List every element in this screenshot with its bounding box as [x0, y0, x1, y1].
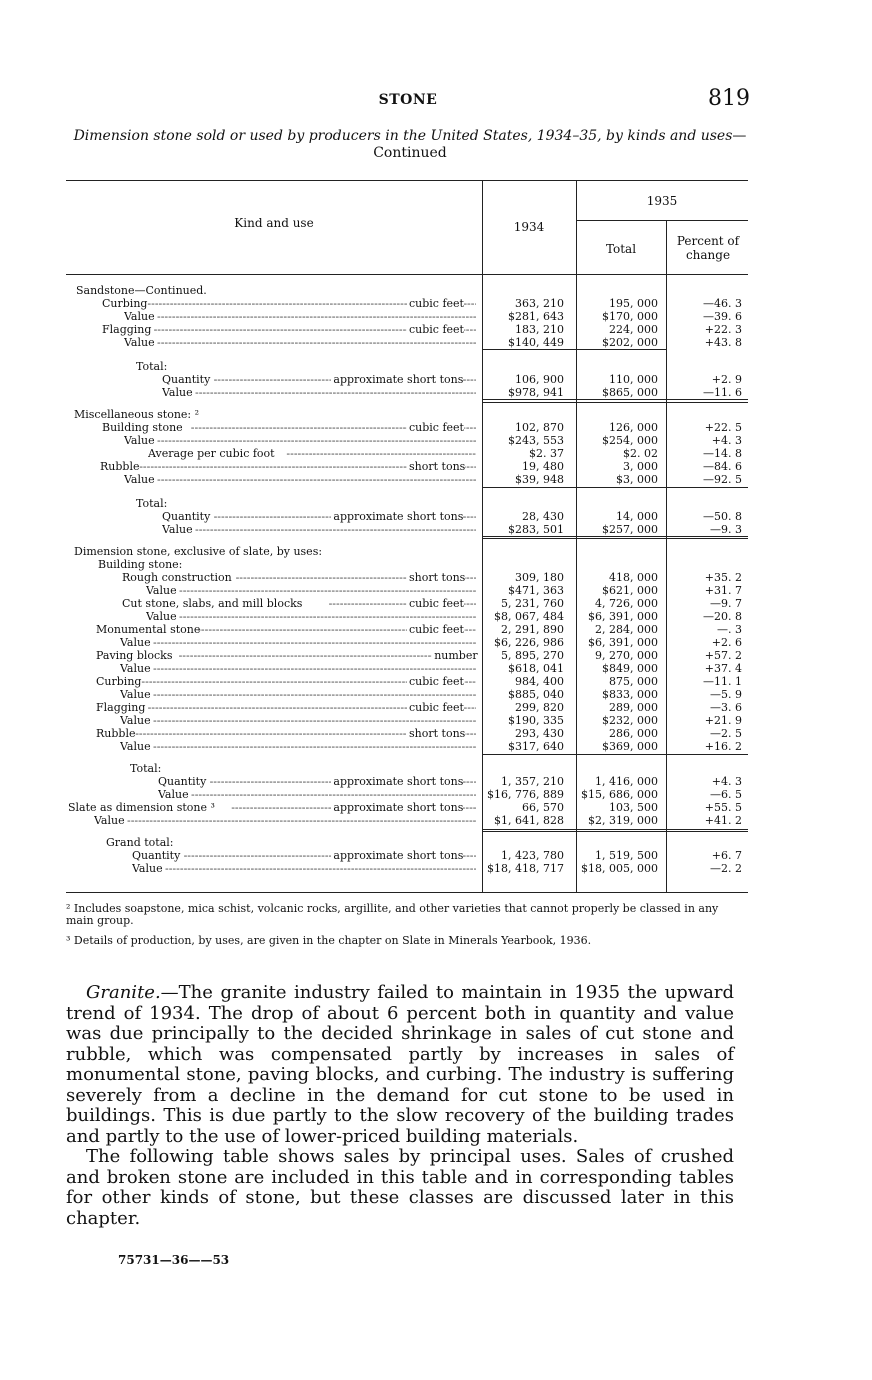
value-1934: 1, 357, 210 [501, 775, 564, 788]
table-row [66, 336, 748, 349]
subtotal-rule [482, 402, 748, 403]
table-top-rule [66, 180, 748, 181]
percent-change: —5. 9 [710, 688, 742, 701]
value-1935-total: 103, 500 [609, 801, 658, 814]
row-label: Value [94, 814, 125, 827]
table-row [66, 545, 748, 558]
value-1934: $618, 041 [508, 662, 564, 675]
value-1935-total: $2, 319, 000 [588, 814, 658, 827]
value-1934: $317, 640 [508, 740, 564, 753]
value-1934: $6, 226, 986 [494, 636, 564, 649]
percent-change: —9. 7 [710, 597, 742, 610]
row-label: Rubble [96, 727, 136, 740]
value-1935-total: 4, 726, 000 [595, 597, 658, 610]
table-row [66, 434, 748, 447]
table-row [66, 473, 748, 486]
table-row [66, 788, 748, 801]
table-row [66, 523, 748, 536]
subtotal-rule [482, 831, 748, 832]
value-1935-total: $2. 02 [623, 447, 658, 460]
value-1934: $1, 641, 828 [494, 814, 564, 827]
value-1934: 299, 820 [515, 701, 564, 714]
row-label: Flagging [102, 323, 152, 336]
value-1935-total: $202, 000 [602, 336, 658, 349]
value-1935-total: $170, 000 [602, 310, 658, 323]
subtotal-rule [482, 754, 748, 755]
percent-change: +43. 8 [704, 336, 742, 349]
page-header [66, 88, 750, 112]
value-1934: 102, 870 [515, 421, 564, 434]
percent-change: +57. 2 [704, 649, 742, 662]
year-span-rule [576, 220, 748, 221]
running-title: STONE [378, 92, 438, 108]
row-label: Value [120, 662, 151, 675]
table-row [66, 649, 748, 662]
table-row [66, 862, 748, 875]
row-unit: short tons [409, 571, 466, 584]
row-unit: approximate short tons [333, 801, 464, 814]
row-unit: short tons [409, 727, 466, 740]
row-label: Total: [130, 762, 162, 775]
percent-change: —11. 6 [703, 386, 742, 399]
row-unit: approximate short tons [333, 510, 464, 523]
value-1934: 1, 423, 780 [501, 849, 564, 862]
row-label: Flagging [96, 701, 146, 714]
subtotal-rule [482, 487, 748, 488]
value-1935-total: $621, 000 [602, 584, 658, 597]
row-label: Quantity [158, 775, 207, 788]
value-1935-total: 9, 270, 000 [595, 649, 658, 662]
row-label: Quantity [162, 510, 211, 523]
percent-change: —46. 3 [703, 297, 742, 310]
value-1934: $283, 501 [508, 523, 564, 536]
value-1935-total: $15, 686, 000 [581, 788, 658, 801]
row-label: Total: [136, 360, 168, 373]
printer-code: 75731—36——53 [118, 1253, 230, 1267]
percent-change: +31. 7 [704, 584, 742, 597]
value-1934: 5, 231, 760 [501, 597, 564, 610]
value-1935-total: $865, 000 [602, 386, 658, 399]
row-label: Building stone [102, 421, 183, 434]
percent-change: +16. 2 [704, 740, 742, 753]
row-label: Value [124, 336, 155, 349]
table-row [66, 675, 748, 688]
percent-change: +22. 5 [704, 421, 742, 434]
value-1935-total: 1, 416, 000 [595, 775, 658, 788]
subtotal-rule [482, 536, 748, 537]
row-label: Value [124, 473, 155, 486]
col-header-kind: Kind and use [234, 216, 314, 230]
value-1934: $18, 418, 717 [487, 862, 564, 875]
table-row [66, 408, 748, 421]
value-1934: 2, 291, 890 [501, 623, 564, 636]
table-row [66, 558, 748, 571]
value-1935-total: 195, 000 [609, 297, 658, 310]
value-1934: $140, 449 [508, 336, 564, 349]
value-1935-total: $232, 000 [602, 714, 658, 727]
table-row [66, 310, 748, 323]
percent-change: —9. 3 [710, 523, 742, 536]
row-unit: cubic feet [409, 297, 464, 310]
table-row [66, 373, 748, 386]
value-1935-total: 2, 284, 000 [595, 623, 658, 636]
row-label: Slate as dimension stone ³ [68, 801, 215, 814]
row-label: Value [146, 584, 177, 597]
row-unit: cubic feet [409, 323, 464, 336]
percent-change: +37. 4 [704, 662, 742, 675]
percent-change: —3. 6 [710, 701, 742, 714]
row-label: Miscellaneous stone: ² [74, 408, 200, 421]
table-bottom-rule [66, 892, 748, 893]
granite-text: —The granite industry failed to maintain in 1935 the upward trend of 1934. The drop of about 6 percent both in quantity and value was due principally to the decided shrinkage in sales of cut stone and rubble, which was compensated partly by increases in sales of monumental stone, paving blocks, and curbing. The industry is suffering severely from a decline in the demand for cut stone to be used in buildings. This is due partly to the slow recovery of the building trades and partly to the use of lower-priced building materials. [66, 982, 734, 1147]
row-label: Value [132, 862, 163, 875]
caption-text: Dimension stone sold or used by producers in the United States, 1934–35, by kinds and uses [73, 128, 733, 144]
table-row [66, 623, 748, 636]
value-1935-total: 289, 000 [609, 701, 658, 714]
row-label: Quantity [132, 849, 181, 862]
sales-paragraph: The following table shows sales by principal uses. Sales of crushed and broken stone are included in this table and in corresponding tables for other kinds of stone, but these classes are discussed later in this chapter. [66, 1146, 734, 1229]
table-row [66, 497, 748, 510]
value-1934: $471, 363 [508, 584, 564, 597]
percent-change: —11. 1 [703, 675, 742, 688]
value-1934: 183, 210 [515, 323, 564, 336]
value-1934: 66, 570 [522, 801, 564, 814]
value-1935-total: $257, 000 [602, 523, 658, 536]
table-row [66, 688, 748, 701]
subtotal-rule [482, 538, 748, 539]
value-1935-total: $18, 005, 000 [581, 862, 658, 875]
footnote-3: ³ Details of production, by uses, are given in the chapter on Slate in Minerals Yearbook, 1936. [66, 934, 592, 947]
value-1934: $16, 776, 889 [487, 788, 564, 801]
value-1934: 293, 430 [515, 727, 564, 740]
value-1935-total: 1, 519, 500 [595, 849, 658, 862]
value-1935-total: 14, 000 [616, 510, 658, 523]
row-label: Sandstone—Continued. [76, 284, 207, 297]
table-row [66, 714, 748, 727]
table-row [66, 836, 748, 849]
row-label: Monumental stone [96, 623, 201, 636]
row-label: Total: [136, 497, 168, 510]
percent-change: —2. 2 [710, 862, 742, 875]
value-1935-total: $369, 000 [602, 740, 658, 753]
percent-change: +41. 2 [704, 814, 742, 827]
table-row [66, 510, 748, 523]
table-row [66, 610, 748, 623]
table-row [66, 571, 748, 584]
percent-change: —6. 5 [710, 788, 742, 801]
row-unit: cubic feet [409, 421, 464, 434]
row-unit: cubic feet [409, 675, 464, 688]
table-row [66, 801, 748, 814]
table-caption [70, 128, 750, 162]
value-1934: 984, 400 [515, 675, 564, 688]
col-header-1934: 1934 [513, 220, 545, 234]
row-label: Building stone: [98, 558, 183, 571]
table-row [66, 662, 748, 675]
value-1935-total: $3, 000 [616, 473, 658, 486]
table-row [66, 386, 748, 399]
value-1934: 363, 210 [515, 297, 564, 310]
subtotal-rule [482, 349, 576, 350]
value-1934: 5, 895, 270 [501, 649, 564, 662]
row-label: Rubble [100, 460, 140, 473]
value-1934: $39, 948 [515, 473, 564, 486]
percent-change: +6. 7 [711, 849, 742, 862]
row-unit: number [434, 649, 478, 662]
row-label: Value [162, 523, 193, 536]
percent-change: —39. 6 [703, 310, 742, 323]
value-1934: 28, 430 [522, 510, 564, 523]
percent-change: —84. 6 [703, 460, 742, 473]
percent-change: —92. 5 [703, 473, 742, 486]
value-1935-total: 418, 000 [609, 571, 658, 584]
subtotal-rule [482, 829, 748, 830]
value-1935-total: 224, 000 [609, 323, 658, 336]
col-header-percent: Percent of change [676, 234, 740, 262]
value-1934: $978, 941 [508, 386, 564, 399]
row-label: Value [120, 714, 151, 727]
percent-change: +35. 2 [704, 571, 742, 584]
row-unit: approximate short tons [333, 775, 464, 788]
percent-change: +22. 3 [704, 323, 742, 336]
granite-lead: Granite. [86, 982, 161, 1003]
percent-change: —14. 8 [703, 447, 742, 460]
table-row [66, 775, 748, 788]
row-label: Dimension stone, exclusive of slate, by uses: [74, 545, 323, 558]
row-label: Value [120, 740, 151, 753]
table-row [66, 447, 748, 460]
percent-change: +2. 6 [711, 636, 742, 649]
table-row [66, 323, 748, 336]
percent-change: +4. 3 [711, 434, 742, 447]
row-label: Grand total: [106, 836, 174, 849]
value-1935-total: 110, 000 [609, 373, 658, 386]
row-label: Value [124, 434, 155, 447]
value-1934: $2. 37 [529, 447, 564, 460]
value-1934: $8, 067, 484 [494, 610, 564, 623]
row-label: Value [124, 310, 155, 323]
row-unit: approximate short tons [333, 373, 464, 386]
value-1934: $281, 643 [508, 310, 564, 323]
table-row [66, 460, 748, 473]
table-row [66, 284, 748, 297]
value-1934: $243, 553 [508, 434, 564, 447]
table-row [66, 297, 748, 310]
value-1935-total: $833, 000 [602, 688, 658, 701]
row-label: Curbing [96, 675, 142, 688]
table-row [66, 636, 748, 649]
row-label: Quantity [162, 373, 211, 386]
row-label: Value [120, 688, 151, 701]
value-1934: $885, 040 [508, 688, 564, 701]
value-1934: 309, 180 [515, 571, 564, 584]
value-1935-total: $6, 391, 000 [588, 636, 658, 649]
row-label: Value [158, 788, 189, 801]
table-row [66, 727, 748, 740]
value-1935-total: 286, 000 [609, 727, 658, 740]
percent-change: +4. 3 [711, 775, 742, 788]
percent-change: +2. 9 [711, 373, 742, 386]
row-label: Curbing [102, 297, 148, 310]
value-1935-total: $6, 391, 000 [588, 610, 658, 623]
percent-change: +21. 9 [704, 714, 742, 727]
col-header-total: Total [605, 242, 637, 256]
table-row [66, 584, 748, 597]
table-row [66, 814, 748, 827]
table-row [66, 740, 748, 753]
value-1934: 19, 480 [522, 460, 564, 473]
row-label: Rough construction [122, 571, 232, 584]
percent-change: —2. 5 [710, 727, 742, 740]
table-row [66, 762, 748, 775]
table-row [66, 360, 748, 373]
value-1935-total: $254, 000 [602, 434, 658, 447]
row-unit: cubic feet [409, 701, 464, 714]
header-bottom-rule [66, 274, 748, 275]
value-1934: 106, 900 [515, 373, 564, 386]
table-row [66, 701, 748, 714]
row-unit: cubic feet [409, 597, 464, 610]
caption-continued: —Continued [373, 128, 747, 161]
row-label: Value [120, 636, 151, 649]
value-1935-total: 126, 000 [609, 421, 658, 434]
row-unit: approximate short tons [333, 849, 464, 862]
value-1934: $190, 335 [508, 714, 564, 727]
page-number: 819 [708, 86, 750, 111]
table-row [66, 849, 748, 862]
subtotal-rule [482, 399, 748, 400]
subtotal-rule [576, 349, 666, 350]
percent-change: —20. 8 [703, 610, 742, 623]
row-label: Value [146, 610, 177, 623]
value-1935-total: 875, 000 [609, 675, 658, 688]
value-1935-total: $849, 000 [602, 662, 658, 675]
row-label: Average per cubic foot [148, 447, 275, 460]
row-unit: cubic feet [409, 623, 464, 636]
percent-change: +55. 5 [704, 801, 742, 814]
row-label: Value [162, 386, 193, 399]
data-table [66, 170, 748, 895]
percent-change: —50. 8 [703, 510, 742, 523]
row-label: Cut stone, slabs, and mill blocks [122, 597, 303, 610]
row-unit: short tons [409, 460, 466, 473]
granite-paragraph [66, 983, 734, 1229]
value-1935-total: 3, 000 [623, 460, 658, 473]
footnote-2: ² Includes soapstone, mica schist, volcanic rocks, argillite, and other varieties that cannot properly be classed in any main group. [66, 902, 719, 927]
col-header-1935: 1935 [646, 194, 678, 208]
percent-change: —. 3 [717, 623, 742, 636]
row-label: Paving blocks [96, 649, 173, 662]
table-row [66, 421, 748, 434]
table-row [66, 597, 748, 610]
